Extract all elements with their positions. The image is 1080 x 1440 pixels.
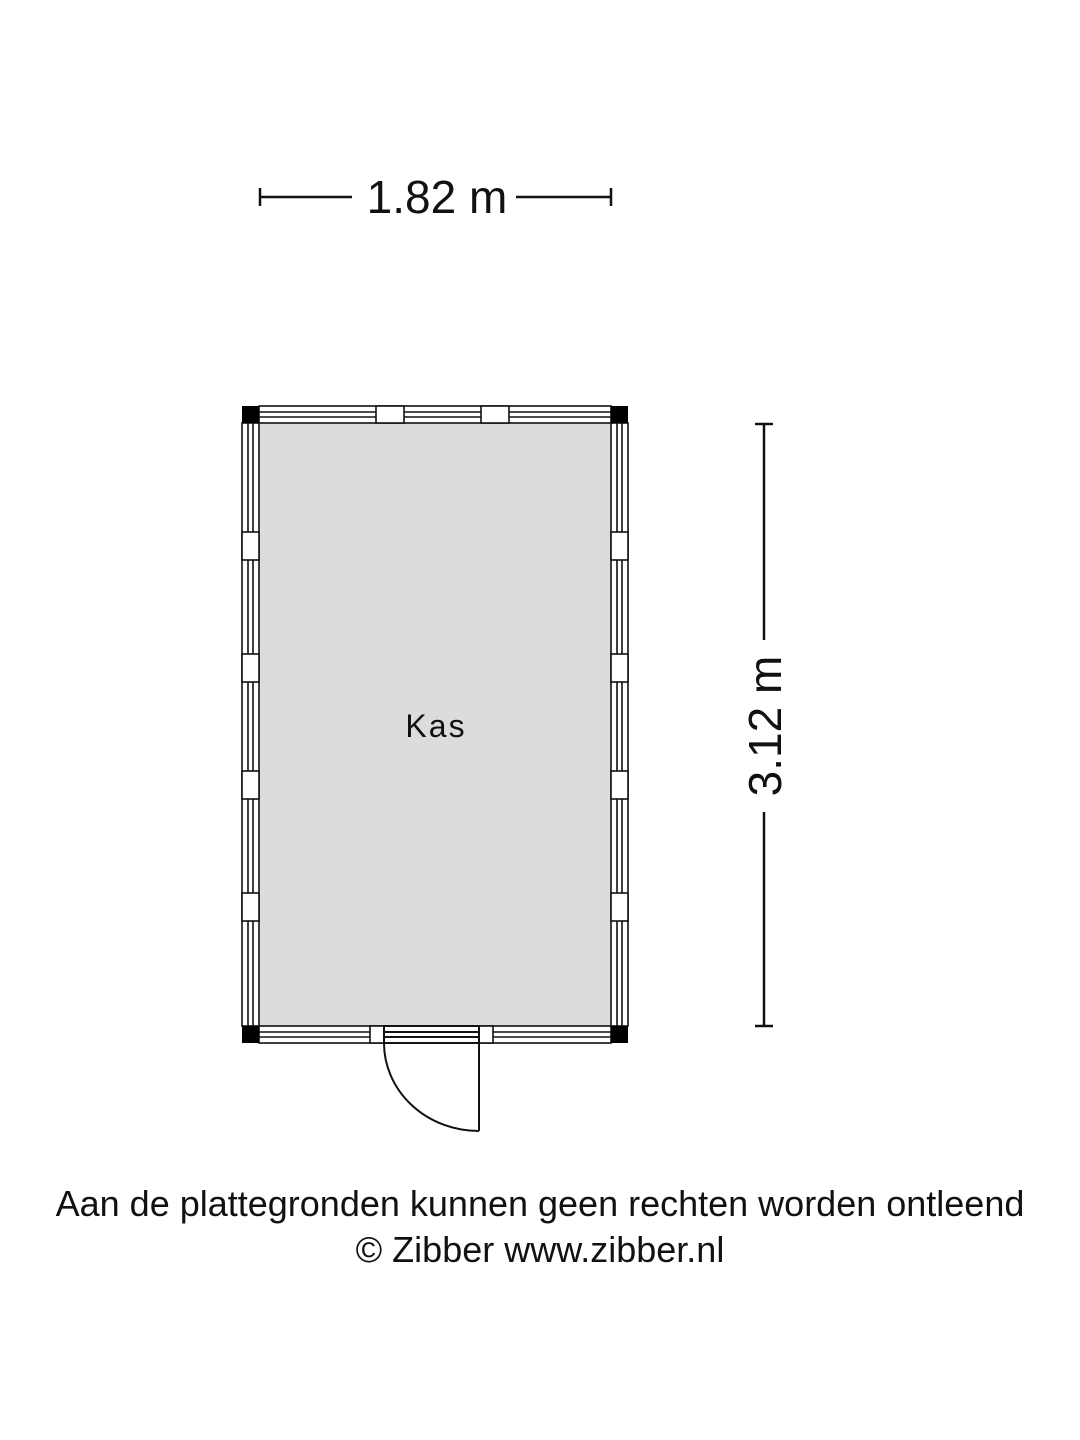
height-dimension-label: 3.12 m (739, 655, 791, 797)
door-swing-arc (384, 1043, 479, 1131)
door (384, 1026, 479, 1131)
width-dimension-label: 1.82 m (366, 171, 508, 223)
copyright-text: © Zibber www.zibber.nl (355, 1229, 725, 1270)
room-label: Kas (405, 708, 467, 744)
disclaimer-text: Aan de plattegronden kunnen geen rechten worden ontleend (55, 1183, 1025, 1224)
